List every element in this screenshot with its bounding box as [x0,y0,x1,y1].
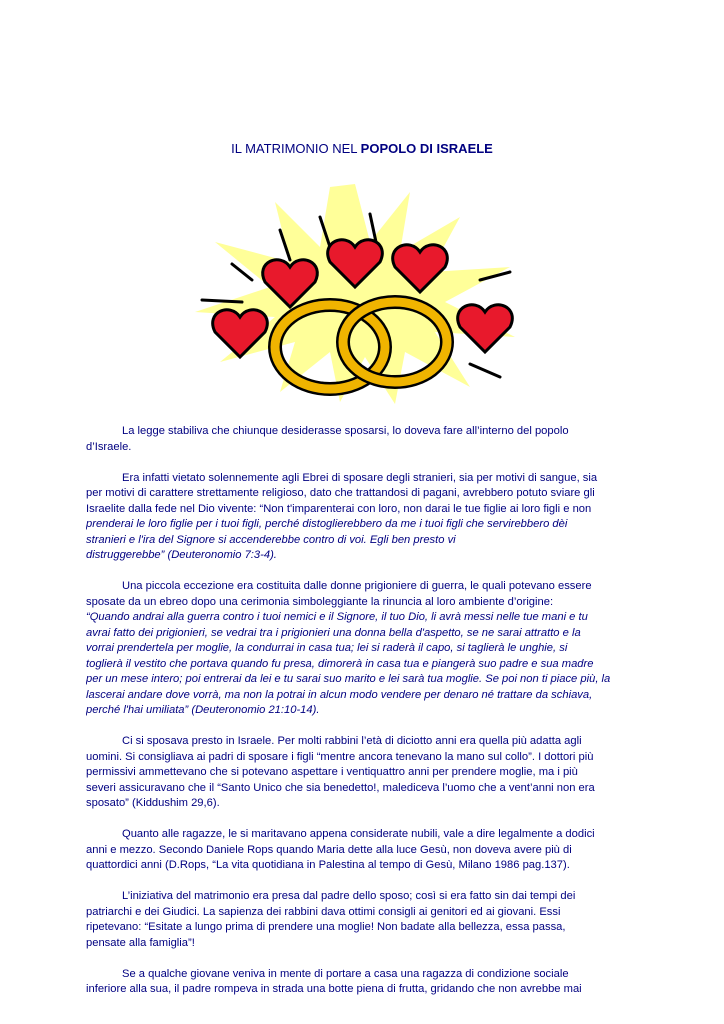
text-line: Quanto alle ragazze, le si maritavano appena considerate nubili, vale a dire legalmente a dodici [122,828,595,840]
paragraph [86,471,638,564]
text-line: L’iniziativa del matrimonio era presa dal padre dello sposo; così si era fatto sin dai tempi dei [122,890,576,902]
text-line: d’Israele. [86,440,132,453]
paragraph [86,424,638,455]
page-title [0,141,724,156]
text-line: inferiore alla sua, il padre rompeva in strada una botte piena di frutta, gridando che non avrebbe mai [86,983,582,995]
text-line: quattordici anni (D.Rops, “La vita quotidiana in Palestina al tempo di Gesù, Milano 1986 pag.137). [86,859,570,871]
text-line: sposate da un ebreo dopo una cerimonia simboleggiante la rinuncia al loro ambiente d’origine: [86,595,554,608]
text-line: severi assicuravano che il “Santo Unico che sia benedetto!, malediceva l’uomo che a vent’anni non era [86,781,595,794]
title-part-2: POPOLO DI ISRAELE [360,141,493,156]
text-line: lascerai andare dove vorrà, ma non la potrai in alcun modo vendere per denaro né trattare da schiava, [86,688,593,701]
text-line: prenderai le loro figlie per i tuoi figli, perché distoglierebbero da me i tuoi figli che servirebbero dèi [86,518,568,530]
text-line: pensate alla famiglia”! [86,936,195,949]
text-line: perché l'hai umiliata” (Deuteronomio 21:10-14). [86,704,320,716]
title-part-1: IL MATRIMONIO NEL [231,141,358,156]
text-line: vorrai prendertela per moglie, la condurrai in casa tua; lei si raderà il capo, si taglierà le unghie, si [86,642,568,654]
text-line: per motivi di carattere strettamente religioso, dato che trattandosi di pagani, avrebbero potuto sviare gli [86,487,595,499]
body-text [86,424,638,1013]
text-line: uomini. Si consigliava ai padri di sposare i figli “mentre ancora tenevano la mano sul collo”. I dottori più [86,750,594,763]
text-line: La legge stabiliva che chiunque desiderasse sposarsi, lo doveva fare all’interno del popolo [122,425,569,437]
text-line: patriarchi e dei Giudici. La sapienza dei rabbini dava ottimi consigli ai genitori ed ai giovani. Essi [86,905,561,918]
text-line: Ci si sposava presto in Israele. Per molti rabbini l’età di diciotto anni era quella più adatta agli [122,735,582,747]
paragraph [86,734,638,812]
text-line: toglierà il vestito che portava quando fu presa, dimorerà in casa tua e piangerà suo padre e sua madre [86,657,594,670]
paragraph [86,889,638,951]
text-line: Israelite dalla fede nel Dio vivente: “Non t'imparenterai con loro, non darai le tue figlie ai loro figli e non [86,502,592,515]
text-line: sposato” (Kiddushim 29,6). [86,797,220,809]
text-line: Una piccola eccezione era costituita dalle donne prigioniere di guerra, le quali potevano essere [122,580,592,592]
text-line: “Quando andrai alla guerra contro i tuoi nemici e il Signore, il tuo Dio, li avrà messi nelle tue mani e tu [86,611,588,623]
text-line: Era infatti vietato solennemente agli Ebrei di sposare degli stranieri, sia per motivi di sangue, sia [122,471,598,484]
paragraph [86,967,638,998]
text-line: permissivi ammettevano che si potevano aspettare i ventiquattro anni per prendere moglie, ma i più [86,766,578,778]
text-line: stranieri e l'ira del Signore si accenderebbe contro di voi. Egli ben presto vi [86,533,456,546]
rings-and-hearts-clipart [180,172,530,407]
text-line: avrai fatto dei prigionieri, se vedrai tra i prigionieri una donna bella d'aspetto, se ne sarai attratto e la [86,626,581,639]
text-line: anni e mezzo. Secondo Daniele Rops quando Maria dette alla luce Gesù, non doveva avere più di [86,843,572,856]
text-line: Se a qualche giovane veniva in mente di portare a casa una ragazza di condizione sociale [122,967,569,980]
text-line: ripetevano: “Esitate a lungo prima di prendere una moglie! Non badate alla bellezza, essa passa, [86,921,566,933]
text-line: distruggerebbe” (Deuteronomio 7:3-4). [86,549,277,561]
paragraph [86,827,638,874]
paragraph [86,579,638,719]
text-line: per un mese intero; poi entrerai da lei e tu sarai suo marito e lei sarà tua moglie. Se poi non ti piace più, la [86,673,611,685]
